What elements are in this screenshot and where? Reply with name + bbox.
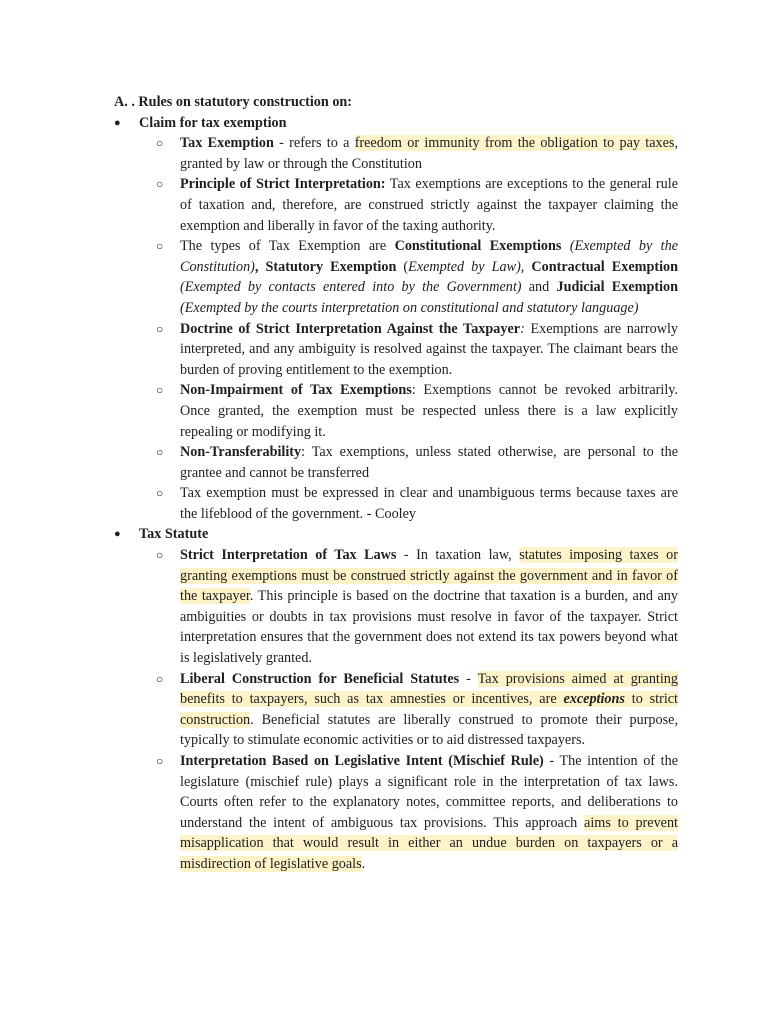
hollow-bullet-icon: ○ [156,548,164,563]
hollow-bullet-icon: ○ [156,754,164,768]
text-run: - The intention of the legislature (mischief rule) plays a significant role in the interpretation of tax laws. Courts often refer to the explanatory notes, committee reports, and deliberations to understand the intent of ambiguous tax provisions. This approach [180,753,678,831]
hollow-bullet-icon: ○ [156,486,164,501]
highlighted-text: aims to prevent misapplication that would result in either an undue burden on taxpayers or a misdirection of legislative goals [180,814,678,872]
list-item-level1 [114,524,678,545]
list-item [156,133,678,174]
hollow-bullet-icon: ○ [156,671,164,686]
text-run: Statutory Exemption [265,258,397,275]
text-run: Doctrine of Strict Interpretation Against the Taxpayer [180,320,521,337]
text-run: Liberal Construction for Beneficial Statutes [180,670,460,687]
list-item [156,236,678,318]
document-body [114,92,678,875]
list-item-title: Tax Statute [139,526,209,543]
text-run: Non-Transferability [180,444,302,461]
list-item [156,380,678,442]
text-run: Exempted by Law), [408,258,532,275]
hollow-bullet-icon: ○ [156,383,164,398]
text-run: Constitutional Exemptions [394,238,562,255]
list-item [156,545,678,669]
text-run: ( [396,258,409,275]
text-run: , [254,258,266,275]
text-run: Tax exemption must be expressed in clear and unambiguous terms because taxes are the lifeblood of the government. - Cooley [180,485,678,522]
text-run: The types of Tax Exemption are [180,238,395,255]
highlighted-text: exceptions [563,691,625,708]
text-run: Non-Impairment of Tax Exemptions [180,382,412,399]
text-run: : Tax exemptions, unless stated otherwise, are personal to the grantee and cannot be transferred [180,444,678,481]
text-run: - refers to a [273,135,355,152]
sub-list [114,545,678,875]
list-item-title: Claim for tax exemption [139,114,287,131]
text-run: Exemptions are narrowly interpreted, and any ambiguity is resolved against the taxpayer. The claimant bears the burden of proving entitlement to the exemption. [180,320,679,378]
highlighted-text: statutes imposing taxes or granting exemptions must be construed strictly against the government and in favor of the taxpayer [180,547,678,605]
text-run: : [520,320,525,337]
list-item-level1 [114,113,678,134]
text-run: Contractual Exemption [531,258,679,275]
hollow-bullet-icon: ○ [156,136,164,151]
text-run: Tax Exemption [180,135,274,152]
text-run: . [361,855,366,872]
highlighted-text: to strict construction [180,691,678,728]
text-run: Tax exemptions are exceptions to the general rule of taxation and, therefore, are construed strictly against the taxpayer claiming the exemption and liberally in favor of the taxing authority. [180,176,678,234]
sections-list [114,113,678,875]
list-item [156,751,678,875]
text-run: - In taxation law, [396,547,520,564]
list-item [156,174,678,236]
highlighted-text: freedom or immunity from the obligation to pay taxes [354,135,675,152]
text-run: (Exempted by the courts interpretation on constitutional and statutory language) [180,299,639,316]
hollow-bullet-icon: ○ [156,445,164,460]
text-run: Strict Interpretation of Tax Laws [180,547,397,564]
hollow-bullet-icon: ○ [156,321,164,336]
text-run: (Exempted by contacts entered into by the Government) [180,279,522,296]
text-run: : Exemptions cannot be revoked arbitrarily. Once granted, the exemption must be respected unless there is a law explicitly repealing or modifying it. [180,382,678,440]
text-run: Principle of Strict Interpretation: [180,176,386,193]
text-run: and [521,279,557,296]
text-run: . Beneficial statutes are liberally construed to promote their purpose, typically to stimulate economic activities or to aid distressed taxpayers. [180,711,678,749]
text-run: - [459,670,478,687]
text-run: , granted by law or through the Constitution [180,135,678,172]
text-run: (Exempted by the Constitution) [180,238,678,275]
list-item [156,483,678,524]
text-run: . This principle is based on the doctrine that taxation is a burden, and any ambiguities or doubts in tax provisions must resolve in favor of the taxpayer. Strict interpretation ensures that the government does not extend its tax powers beyond what is legislatively granted. [180,588,678,667]
hollow-bullet-icon: ○ [156,177,164,192]
text-run: Judicial Exemption [556,279,678,296]
list-item [156,669,678,751]
section-heading: A. . Rules on statutory construction on: [114,94,353,110]
list-item [156,442,678,483]
filled-bullet-icon: ● [114,116,121,129]
list-item [156,319,678,381]
text-run: Interpretation Based on Legislative Intent (Mischief Rule) [180,753,544,769]
filled-bullet-icon: ● [114,528,121,541]
highlighted-text: Tax provisions aimed at granting benefits to taxpayers, such as tax amnesties or incentives, are [180,670,678,708]
sub-list [114,133,678,524]
hollow-bullet-icon: ○ [156,239,164,254]
